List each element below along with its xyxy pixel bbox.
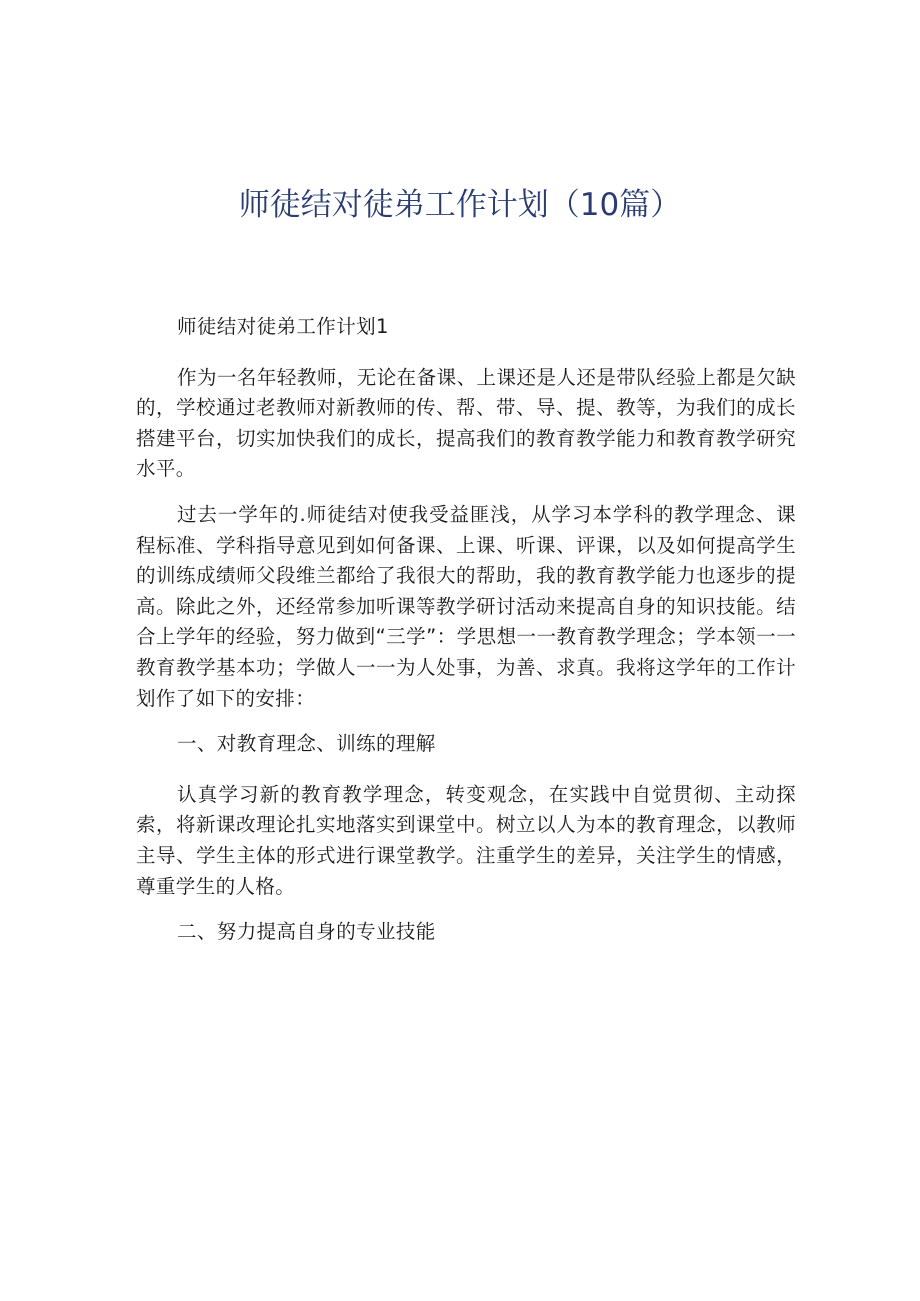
section-heading: 一、对教育理念、训练的理解 — [177, 732, 436, 756]
paragraph: 认真学习新的教育教学理念，转变观念，在实践中自觉贯彻、主动探索，将新课改理论扎实地落实到课堂中。树立以人为本的教育理念，以教师主导、学生主体的形式进行课堂教学。注重学生的差异，关注学生的情感，尊重学生的人格。 — [136, 782, 796, 898]
document-body — [136, 312, 796, 968]
section-heading: 二、努力提高自身的专业技能 — [177, 920, 436, 944]
paragraph: 作为一名年轻教师，无论在备课、上课还是人还是带队经验上都是欠缺的，学校通过老教师对新教师的传、帮、带、导、提、教等，为我们的成长搭建平台，切实加快我们的成长，提高我们的教育教学能力和教育教学研究水平。 — [136, 365, 796, 481]
section-heading: 师徒结对徒弟工作计划1 — [177, 315, 389, 338]
paragraph: 过去一学年的.师徒结对使我受益匪浅，从学习本学科的教学理念、课程标准、学科指导意见到如何备课、上课、听课、评课，以及如何提高学生的训练成绩师父段维兰都给了我很大的帮助，我的教育教学能力也逐步的提高。除此之外，还经常参加听课等教学研讨活动来提高自身的知识技能。结合上学年的经验，努力做到“三学”：学思想一一教育教学理念；学本领一一教育教学基本功；学做人一一为人处事，为善、求真。我将这学年的工作计划作了如下的安排： — [136, 502, 796, 710]
document-title: 师徒结对徒弟工作计划（10篇） — [238, 186, 682, 223]
